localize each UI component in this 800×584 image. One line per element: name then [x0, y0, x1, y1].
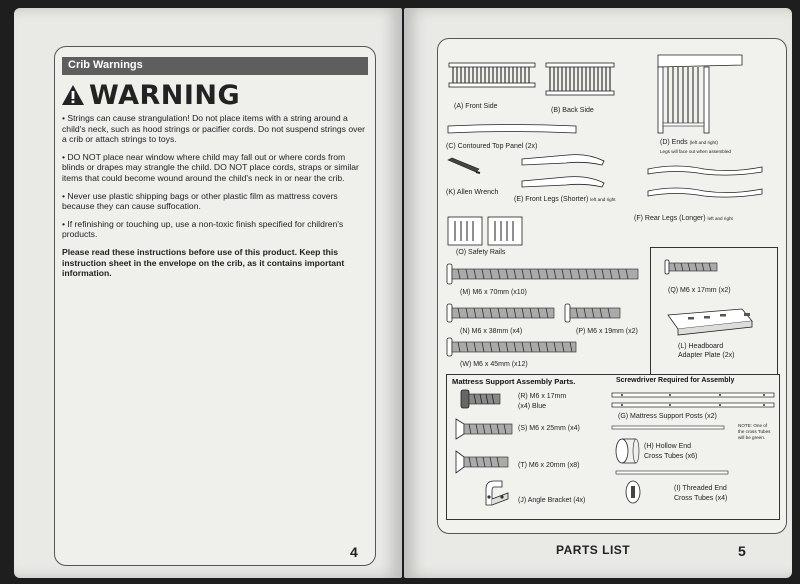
hollow-cross-tube-illustration	[614, 437, 640, 465]
allen-wrench-illustration	[446, 156, 482, 176]
label-bolt-m17-r-1: (R) M6 x 17mm	[518, 393, 567, 400]
angle-bracket-illustration	[482, 479, 512, 509]
cross-tube-rod-illustration	[610, 424, 726, 432]
label-threaded-tubes-2: Cross Tubes (x4)	[674, 495, 728, 502]
right-page	[404, 8, 792, 578]
parts-list-title: PARTS LIST	[556, 543, 631, 557]
note-green-3: will be green.	[738, 435, 766, 440]
label-bolt-m20: (T) M6 x 20mm (x8)	[518, 462, 580, 469]
label-bolt-m38: (N) M6 x 38mm (x4)	[460, 328, 523, 335]
label-allen-wrench: (K) Allen Wrench	[446, 189, 499, 196]
front-side-illustration	[448, 61, 536, 89]
label-bolt-m45: (W) M6 x 45mm (x12)	[460, 361, 528, 368]
label-bolt-m19: (P) M6 x 19mm (x2)	[576, 328, 638, 335]
label-bolt-m17-r-2: (x4) Blue	[518, 403, 547, 410]
label-ends	[660, 139, 718, 147]
parts-panel	[437, 38, 787, 534]
warnings-header: Crib Warnings	[62, 57, 368, 75]
rear-legs-illustration	[646, 159, 766, 207]
label-bolt-m70: (M) M6 x 70mm (x10)	[460, 289, 527, 296]
note-green-2: the cross Tubes	[738, 429, 771, 434]
warning-paragraph: • Strings can cause strangulation! Do not place items with a string around a child's neck, such as hood strings or pacifier cords. Do not suspend strings over a crib or attach strings to toys.	[62, 113, 366, 145]
label-back-side: (B) Back Side	[551, 107, 594, 114]
threaded-cross-tube-illustration	[624, 479, 642, 505]
page-number-left: 4	[350, 544, 358, 560]
label-hollow-tubes-2: Cross Tubes (x6)	[644, 453, 698, 460]
label-bolt-m17-q: (Q) M6 x 17mm (x2)	[668, 287, 731, 294]
warning-title-text: WARNING	[89, 79, 241, 111]
warnings-body	[62, 113, 366, 286]
safety-rails-illustration	[446, 215, 526, 247]
label-angle-bracket: (J) Angle Bracket (4x)	[518, 497, 586, 504]
bolt-m17-r-illustration	[460, 389, 502, 409]
mattress-support-posts-illustration	[610, 391, 776, 411]
label-safety-rails: (O) Safety Rails	[456, 249, 506, 256]
note-green-1: NOTE: One of	[738, 423, 768, 428]
label-front-side: (A) Front Side	[454, 103, 498, 110]
bolt-m20-illustration	[454, 449, 510, 475]
label-ends-note1: (left and right)	[689, 140, 718, 145]
label-contoured-top-panel: (C) Contoured Top Panel (2x)	[446, 143, 538, 150]
bolt-m17-q-illustration	[664, 259, 720, 275]
warning-title	[61, 80, 240, 110]
screwdriver-note: Screwdriver Required for Assembly	[616, 377, 735, 384]
instructions-note: Please read these instructions before use of this product. Keep this instruction sheet in the envelope on the crib, as it contains important information.	[62, 246, 345, 279]
label-threaded-tubes-1: (I) Threaded End	[674, 485, 727, 492]
label-rear-legs	[634, 215, 733, 223]
ends-illustration	[652, 53, 752, 135]
label-mattress-support-posts: (G) Mattress Support Posts (x2)	[618, 413, 717, 420]
label-front-legs	[514, 196, 616, 204]
bolt-m70-illustration	[446, 263, 640, 285]
label-ends-name: (D) Ends	[660, 139, 688, 146]
warning-paragraph: • Never use plastic shipping bags or other plastic film as mattress covers because they can cause suffocation.	[62, 190, 338, 212]
bolt-m45-illustration	[446, 337, 578, 357]
bolt-m19-illustration	[564, 303, 624, 323]
label-adapter-plate-1: (L) Headboard	[678, 343, 724, 350]
left-page	[14, 8, 402, 578]
label-rear-legs-name: (F) Rear Legs (Longer)	[634, 215, 706, 222]
label-front-legs-note: left and right	[590, 197, 616, 202]
warning-paragraph: • If refinishing or touching up, use a non-toxic finish specified for children's products.	[62, 218, 344, 240]
label-adapter-plate-2: Adapter Plate (2x)	[678, 352, 735, 359]
label-bolt-m25: (S) M6 x 25mm (x4)	[518, 425, 580, 432]
label-hollow-tubes-1: (H) Hollow End	[644, 443, 692, 450]
warning-paragraph: • DO NOT place near window where child may fall out or where cords from blinds or drapes may strangle the child. DO NOT place cords, straps or similar items that could become wound around the child's neck in or near the crib.	[62, 151, 359, 183]
mattress-support-title: Mattress Support Assembly Parts.	[452, 377, 576, 386]
label-front-legs-name: (E) Front Legs (Shorter)	[514, 196, 589, 203]
headboard-adapter-plate-illustration	[664, 307, 756, 339]
back-side-illustration	[545, 61, 615, 97]
bolt-m25-illustration	[454, 417, 514, 441]
label-ends-note2: Legs will face out when assembled	[660, 149, 731, 154]
label-rear-legs-note: left and right	[707, 216, 733, 221]
threaded-rod-illustration	[614, 469, 730, 477]
bolt-m38-illustration	[446, 303, 556, 323]
warning-triangle-icon	[61, 84, 85, 106]
front-legs-illustration	[518, 151, 608, 195]
contoured-top-panel-illustration	[446, 122, 578, 136]
warnings-panel	[54, 46, 376, 566]
page-number-right: 5	[738, 543, 746, 559]
